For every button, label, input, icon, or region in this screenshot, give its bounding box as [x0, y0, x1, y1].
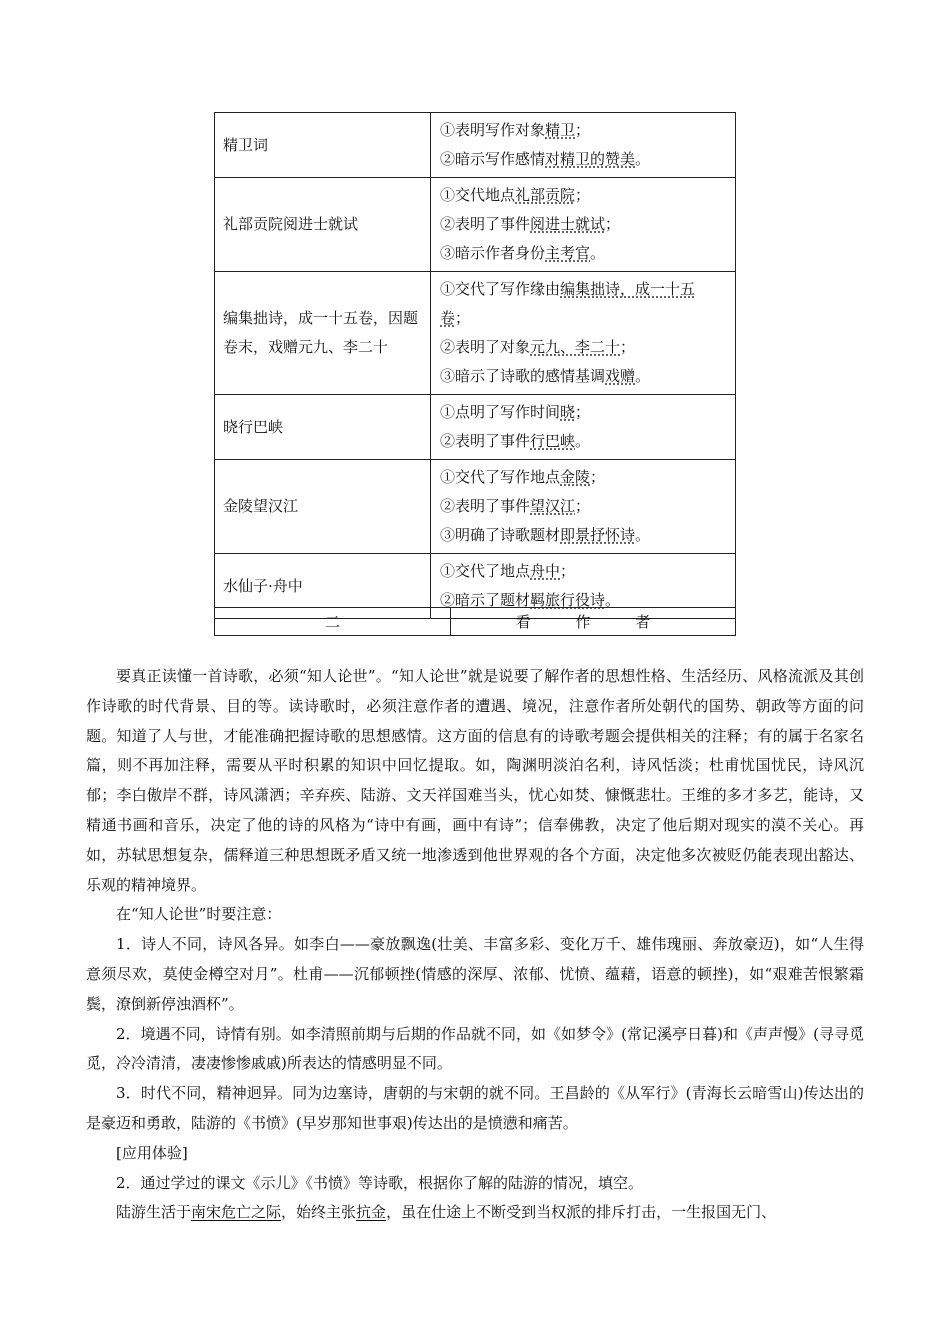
- underlined-answer: 望汉江: [530, 497, 576, 515]
- table-row: [215, 395, 736, 460]
- poem-title-cell: 水仙子·舟中: [215, 554, 431, 619]
- underlined-answer: 卷: [440, 309, 456, 327]
- note-line: [440, 239, 727, 268]
- answer-text-post: ，虽在仕途上不断受到当权派的排斥打击，一生报国无门、: [386, 1203, 777, 1222]
- note-text: ①交代了写作地点: [440, 468, 561, 486]
- section-title: 看 作 者: [451, 608, 736, 636]
- note-text: ；: [575, 186, 591, 204]
- title-notes-cell: [431, 178, 736, 272]
- note-text: ；: [620, 338, 636, 356]
- title-notes-cell: [431, 113, 736, 178]
- note-text: ①表明写作对象: [440, 121, 546, 139]
- table-row: [215, 178, 736, 272]
- note-text: 。: [635, 367, 651, 385]
- body-text: [86, 662, 864, 1228]
- note-text: ②表明了事件: [440, 432, 531, 450]
- poem-title-cell: 礼部贡院阅进士就试: [215, 178, 431, 272]
- underlined-answer: 戏赠: [605, 367, 636, 385]
- note-line: [440, 557, 727, 586]
- underlined-answer: 羁旅行役诗: [530, 591, 606, 609]
- note-line: [440, 398, 727, 427]
- underlined-answer: 精卫: [545, 121, 576, 139]
- note-text: ①交代了写作缘由: [440, 280, 561, 298]
- note-line: [440, 333, 727, 362]
- note-text: ；: [575, 121, 591, 139]
- note-line: [440, 275, 727, 304]
- title-notes-cell: [431, 272, 736, 395]
- poem-title-cell: 金陵望汉江: [215, 460, 431, 554]
- note-line: [440, 463, 727, 492]
- paragraph-point-2: 2．境遇不同，诗情有别。如李清照前期与后期的作品就不同，如《如梦令》(常记溪亭日暮)和《声声慢》(寻寻觅觅，冷冷清清，凄凄惨惨戚戚)所表达的情感明显不同。: [86, 1024, 864, 1073]
- section-number: 二: [215, 608, 451, 636]
- note-text: ；: [455, 309, 471, 327]
- section-header: [214, 607, 736, 636]
- note-line: [440, 362, 727, 391]
- underlined-answer: 即景抒怀诗: [560, 526, 636, 544]
- note-line: [440, 210, 727, 239]
- practice-question: 2．通过学过的课文《示儿》《书愤》等诗歌，根据你了解的陆游的情况，填空。: [116, 1173, 644, 1192]
- title-analysis-table: [214, 112, 736, 619]
- note-text: ③暗示作者身份: [440, 244, 546, 262]
- underlined-answer: 金陵: [560, 468, 591, 486]
- answer-text-mid: ，始终主张: [281, 1203, 357, 1222]
- answer-text-pre: 陆游生活于: [116, 1203, 192, 1222]
- underlined-answer: 阅进士就试: [530, 215, 606, 233]
- note-text: ③明确了诗歌题材: [440, 526, 561, 544]
- note-text: ；: [590, 468, 606, 486]
- note-text: ；: [560, 562, 576, 580]
- note-text: ②表明了事件: [440, 497, 531, 515]
- note-line: [440, 304, 727, 333]
- note-text: ①点明了写作时间: [440, 403, 561, 421]
- underlined-answer: 晓: [560, 403, 576, 421]
- note-text: 。: [635, 150, 651, 168]
- note-line: [440, 145, 727, 174]
- table-row: [215, 113, 736, 178]
- note-text: ①交代地点: [440, 186, 516, 204]
- title-notes-cell: [431, 460, 736, 554]
- poem-title-cell: 晓行巴峡: [215, 395, 431, 460]
- note-line: [440, 492, 727, 521]
- note-text: 。: [605, 591, 621, 609]
- note-line: [440, 521, 727, 550]
- answer-blank-1: 南宋危亡之际: [191, 1203, 282, 1222]
- poem-title-cell: 精卫词: [215, 113, 431, 178]
- note-text: 。: [575, 432, 591, 450]
- note-text: ②表明了对象: [440, 338, 531, 356]
- table-row: [215, 272, 736, 395]
- practice-heading: [应用体验]: [116, 1143, 188, 1162]
- practice-answer-line: [86, 1198, 864, 1228]
- note-text: ③暗示了诗歌的感情基调: [440, 367, 606, 385]
- note-text: 。: [635, 526, 651, 544]
- paragraph-intro: 要真正读懂一首诗歌，必须“知人论世”。“知人论世”就是说要了解作者的思想性格、生活经历、风格流派及其创作诗歌的时代背景、目的等。读诗歌时，必须注意作者的遭遇、境况，注意作者所处朝代的国势、朝政等方面的问题。知道了人与世，才能准确把握诗歌的思想感情。这方面的信息有的诗歌考题会提供相关的注释；有的属于名家名篇，则不再加注释，需要从平时积累的知识中回忆提取。如，陶渊明淡泊名利，诗风恬淡；杜甫忧国忧民，诗风沉郁；李白傲岸不群，诗风潇洒；辛弃疾、陆游、文天祥国难当头，忧心如焚、慷慨悲壮。王维的多才多艺，能诗，又精通书画和音乐，决定了他的诗的风格为“诗中有画，画中有诗”；信奉佛教，决定了他后期对现实的漠不关心。再如，苏轼思想复杂，儒释道三种思想既矛盾又统一地渗透到他世界观的各个方面，决定他多次被贬仍能表现出豁达、乐观的精神境界。: [86, 667, 864, 894]
- note-text: ；: [575, 497, 591, 515]
- underlined-answer: 礼部贡院: [515, 186, 576, 204]
- note-text: ；: [575, 403, 591, 421]
- paragraph-point-1: 1．诗人不同，诗风各异。如李白——豪放飘逸(壮美、丰富多彩、变化万千、雄伟瑰丽、奔放豪迈)，如“人生得意须尽欢，莫使金樽空对月”。杜甫——沉郁顿挫(情感的深厚、浓郁、忧愤、蕴藉，语意的顿挫)，如“艰难苦恨繁霜鬓，潦倒新停浊酒杯”。: [86, 935, 864, 1013]
- note-line: [440, 181, 727, 210]
- underlined-answer: 元九、李二十: [530, 338, 621, 356]
- paragraph-point-3: 3．时代不同，精神迥异。同为边塞诗，唐朝的与宋朝的就不同。王昌龄的《从军行》(青海长云暗雪山)传达出的是豪迈和勇敢，陆游的《书愤》(早岁那知世事艰)传达出的是愤懑和痛苦。: [86, 1084, 864, 1132]
- note-text: ；: [605, 215, 621, 233]
- underlined-answer: 行巴峡: [530, 432, 576, 450]
- note-line: [440, 427, 727, 456]
- poem-title-cell: 编集拙诗，成一十五卷，因题卷末，戏赠元九、李二十: [215, 272, 431, 395]
- note-text: ②表明了事件: [440, 215, 531, 233]
- note-text: ②暗示了题材: [440, 591, 531, 609]
- note-text: ①交代了地点: [440, 562, 531, 580]
- answer-blank-2: 抗金: [356, 1203, 387, 1222]
- table-row: [215, 460, 736, 554]
- underlined-answer: 舟中: [530, 562, 561, 580]
- note-line: [440, 116, 727, 145]
- underlined-answer: 编集拙诗，成一十五: [560, 280, 696, 298]
- note-text: ②暗示写作感情: [440, 150, 546, 168]
- title-notes-cell: [431, 395, 736, 460]
- underlined-answer: 对精卫的赞美: [545, 150, 636, 168]
- note-text: 。: [590, 244, 606, 262]
- paragraph-note: 在“知人论世”时要注意：: [116, 905, 282, 924]
- underlined-answer: 主考官: [545, 244, 591, 262]
